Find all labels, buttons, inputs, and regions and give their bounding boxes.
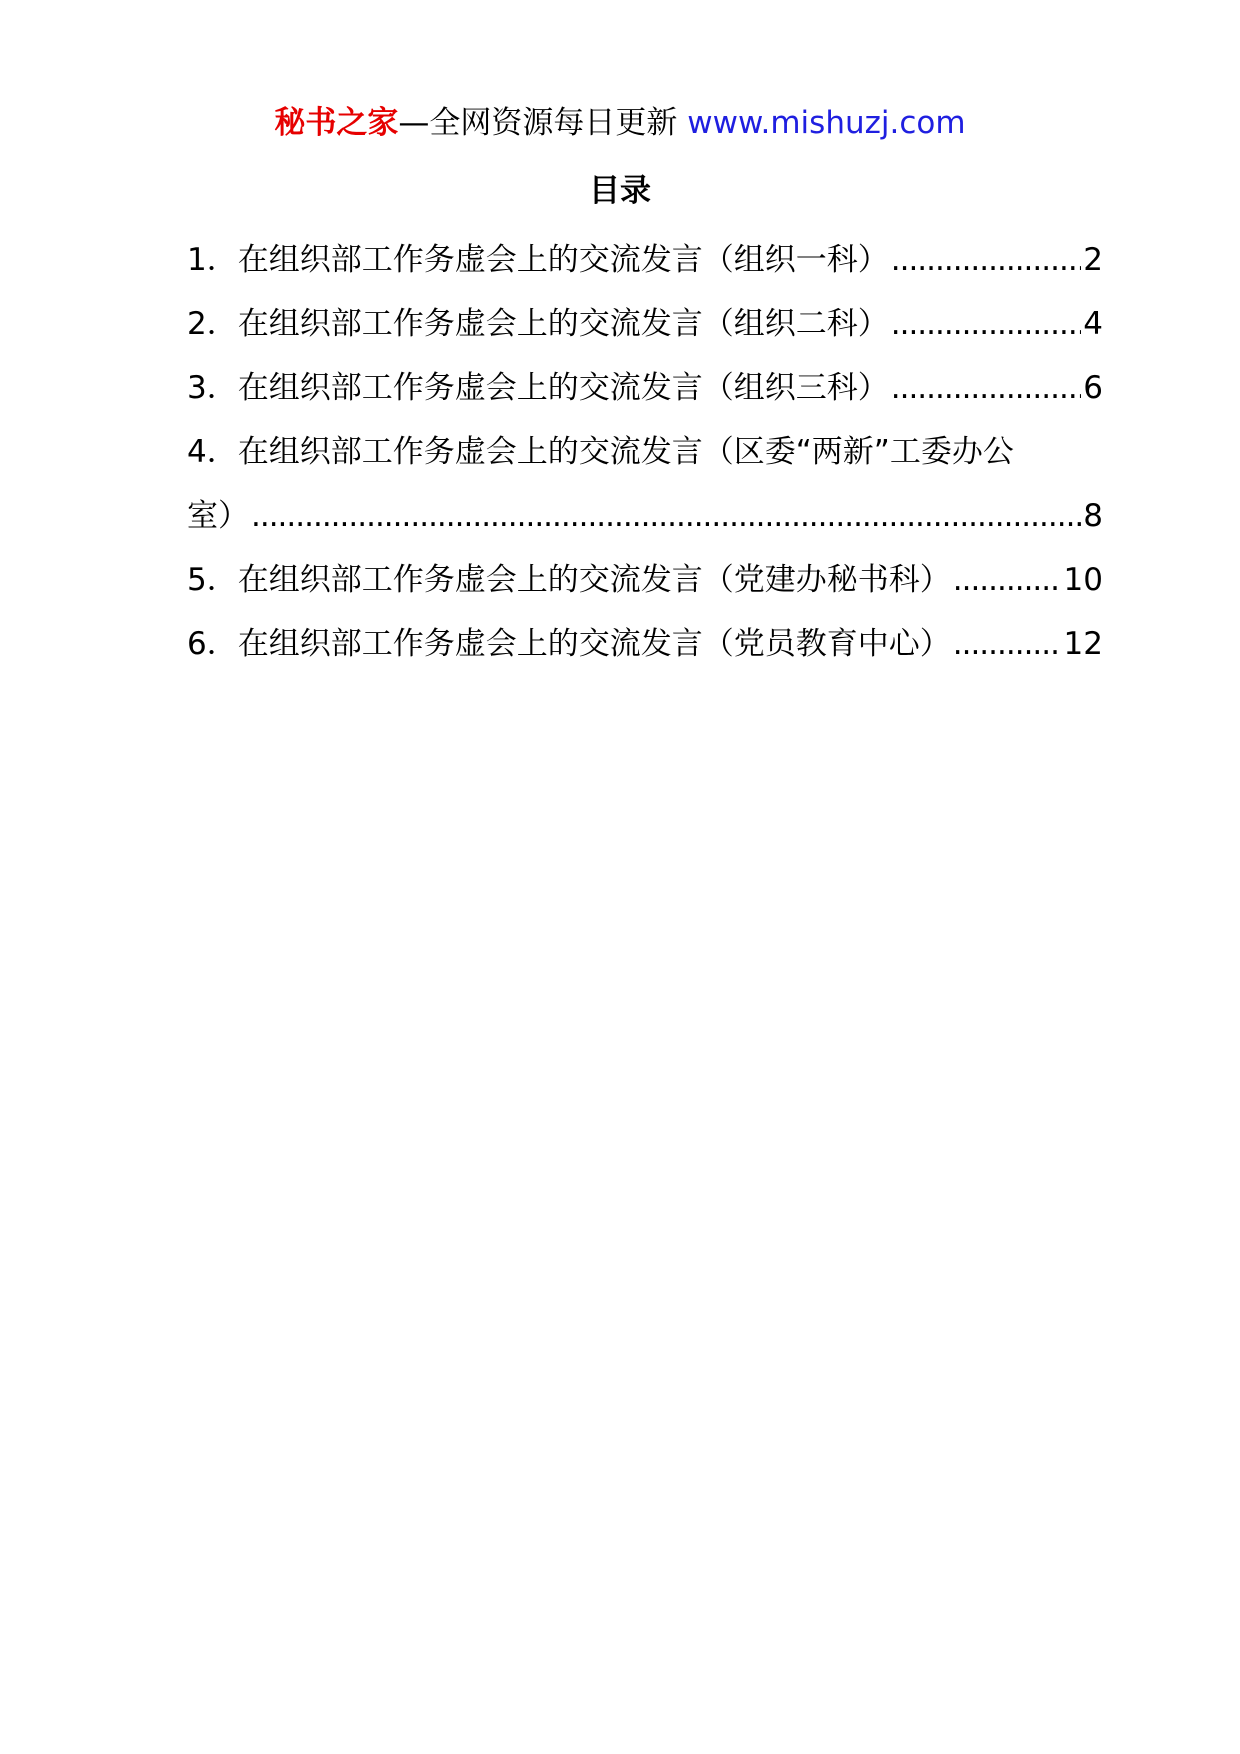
dot-leader <box>251 484 1081 548</box>
toc-entry-text: 3．在组织部工作务虚会上的交流发言（组织三科） <box>187 370 889 406</box>
toc-entry-5[interactable] <box>187 548 1103 612</box>
toc-entry-text-line2: 室） <box>187 498 249 534</box>
toc-entry-4[interactable] <box>187 420 1103 548</box>
toc-page-number: 8 <box>1083 498 1103 534</box>
toc-page-number: 6 <box>1083 370 1103 406</box>
toc-title: 目录 <box>589 173 651 209</box>
toc-entry-text: 1．在组织部工作务虚会上的交流发言（组织一科） <box>187 242 889 278</box>
dot-leader <box>953 612 1062 676</box>
toc-entry-3[interactable] <box>187 356 1103 420</box>
brand-name: 秘书之家 <box>274 105 399 141</box>
site-url-link[interactable]: www.mishuzj.com <box>687 105 966 141</box>
toc-entry-text: 5．在组织部工作务虚会上的交流发言（党建办秘书科） <box>187 562 951 598</box>
toc-page-number: 2 <box>1083 242 1103 278</box>
toc-entry-text: 2．在组织部工作务虚会上的交流发言（组织二科） <box>187 306 889 342</box>
header-tagline: —全网资源每日更新 <box>398 105 688 141</box>
dot-leader <box>891 228 1082 292</box>
toc-entry-6[interactable] <box>187 612 1103 676</box>
toc-entry-2[interactable] <box>187 292 1103 356</box>
toc-page-number: 10 <box>1063 562 1103 598</box>
toc-entry-text-line1: 4．在组织部工作务虚会上的交流发言（区委“两新”工委办公 <box>187 434 1014 470</box>
toc-page-number: 12 <box>1063 626 1103 662</box>
toc-page-number: 4 <box>1083 306 1103 342</box>
site-header <box>0 98 1240 148</box>
dot-leader <box>891 356 1082 420</box>
toc-entry-1[interactable] <box>187 228 1103 292</box>
table-of-contents <box>187 228 1103 676</box>
dot-leader <box>891 292 1082 356</box>
toc-entry-text: 6．在组织部工作务虚会上的交流发言（党员教育中心） <box>187 626 951 662</box>
dot-leader <box>953 548 1062 612</box>
